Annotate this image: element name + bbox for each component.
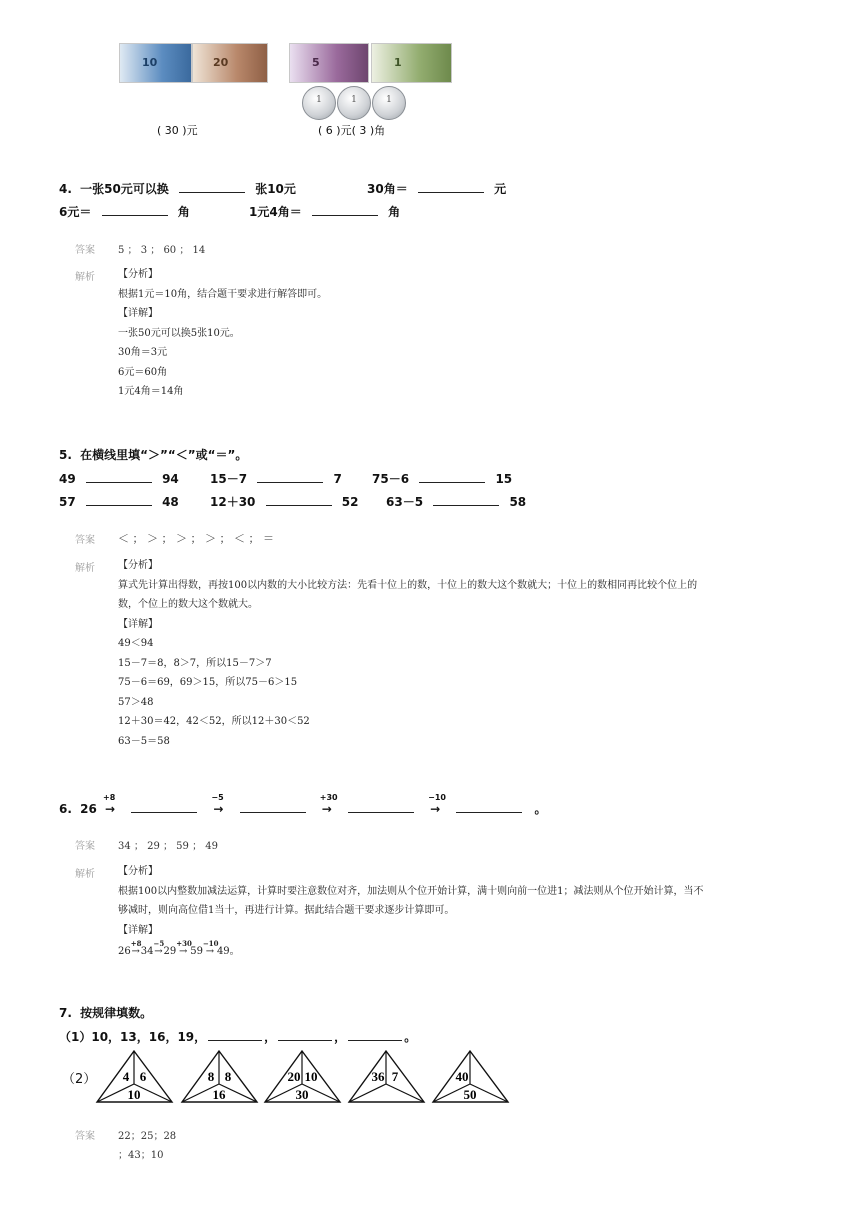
triangle-left-number: 36 bbox=[371, 1069, 385, 1084]
answer-blank[interactable] bbox=[131, 800, 197, 813]
arrow-icon: −5 → bbox=[211, 793, 224, 816]
number-triangle bbox=[433, 1051, 508, 1102]
q6-analysis: 【分析】 根据100以内整数加减法运算，计算时要注意数位对齐，加法则从个位开始计算，满十则向前一位进1；减法则从个位开始计算，当不 够减时，则向高位借1当十，再进行计算。据此结合题干要求逐步计算即可。 【详解】 26 +8 →34 −5 →29 +30 → 59 −10 → 49。 bbox=[118, 862, 703, 962]
number-triangle bbox=[349, 1051, 424, 1102]
q5-row-1-mid: 15－7 7 bbox=[210, 472, 342, 486]
banknote-10-value: 10 bbox=[142, 56, 158, 69]
q7-part-1: （1）10，13，16，19， ， ， 。 bbox=[59, 1030, 417, 1044]
triangle-left-number: 40 bbox=[455, 1069, 469, 1084]
banknote-20-value: 20 bbox=[213, 56, 229, 69]
q6-chain: 26 +8 →34 −5 →29 +30 → 59 −10 → 49。 bbox=[118, 942, 703, 962]
banknote-1-image bbox=[371, 43, 452, 83]
answer-blank[interactable] bbox=[102, 203, 168, 216]
q5-number: 5. bbox=[59, 448, 72, 462]
triangle-left-number: 20 bbox=[287, 1069, 301, 1084]
answer-blank[interactable] bbox=[86, 470, 152, 483]
triangle-bottom-number: 50 bbox=[463, 1087, 477, 1102]
q6-answer: 34 ； 29 ； 59 ； 49 bbox=[118, 841, 218, 852]
coin-image: 1 bbox=[372, 86, 406, 120]
triangle-right-number: 10 bbox=[304, 1069, 318, 1084]
answer-blank[interactable] bbox=[348, 1028, 402, 1041]
answer-blank[interactable] bbox=[418, 180, 484, 193]
answer-blank[interactable] bbox=[419, 470, 485, 483]
triangle-right-number: 6 bbox=[139, 1069, 147, 1084]
q7-part-2-label: （2） bbox=[62, 1072, 97, 1087]
answer-blank[interactable] bbox=[240, 800, 306, 813]
q5-row-1: 49 94 bbox=[59, 472, 179, 486]
q5-row-2-mid: 12＋30 52 bbox=[210, 495, 359, 509]
q4-line-2-right: 1元4角＝ 角 bbox=[249, 205, 401, 219]
banknote-5-image bbox=[289, 43, 369, 83]
answer-blank[interactable] bbox=[266, 493, 332, 506]
q5-answer: ＜ ； ＞ ； ＞ ； ＞ ； ＜ ； ＝ bbox=[118, 532, 274, 545]
analysis-label: 解析 bbox=[75, 272, 95, 283]
q5-row-1-right: 75－6 15 bbox=[372, 472, 513, 486]
answer-blank[interactable] bbox=[348, 800, 414, 813]
q5-row-2: 57 48 bbox=[59, 495, 179, 509]
triangle-left-number: 8 bbox=[207, 1069, 215, 1084]
coin-image: 1 bbox=[337, 86, 371, 120]
arrow-icon: +8 → bbox=[103, 793, 116, 816]
q7-number: 7. bbox=[59, 1006, 72, 1020]
analysis-label: 解析 bbox=[75, 563, 95, 574]
q7-answer-line-1: 22；25；28 bbox=[118, 1131, 177, 1142]
banknote-10-image bbox=[119, 43, 192, 83]
number-triangle bbox=[182, 1051, 257, 1102]
arrow-icon: −10 → bbox=[202, 939, 219, 957]
triangle-bottom-number: 10 bbox=[127, 1087, 141, 1102]
answer-label: 答案 bbox=[75, 1131, 95, 1142]
coin-image: 1 bbox=[302, 86, 336, 120]
answer-blank[interactable] bbox=[257, 470, 323, 483]
q4-number: 4. bbox=[59, 182, 72, 196]
banknote-1-value: 1 bbox=[394, 56, 402, 69]
q5-title: 5. 在横线里填“＞”“＜”或“＝”。 bbox=[59, 448, 248, 462]
banknote-20-image bbox=[192, 43, 268, 83]
answer-label: 答案 bbox=[75, 245, 95, 256]
q7-title: 7. 按规律填数。 bbox=[59, 1006, 153, 1020]
q4-line-2: 6元＝ 角 bbox=[59, 205, 190, 219]
answer-label: 答案 bbox=[75, 535, 95, 546]
triangle-left-number: 4 bbox=[122, 1069, 130, 1084]
money-caption-1: ( 30 )元 bbox=[157, 124, 198, 137]
triangle-figures bbox=[93, 1048, 523, 1108]
triangle-bottom-number: 16 bbox=[212, 1087, 226, 1102]
q7-answer-line-2: ；43；10 bbox=[118, 1150, 164, 1161]
answer-blank[interactable] bbox=[86, 493, 152, 506]
q4-line-1: 4. 一张50元可以换 张10元 bbox=[59, 182, 296, 196]
answer-blank[interactable] bbox=[456, 800, 522, 813]
arrow-icon: −10 → bbox=[428, 793, 446, 816]
money-caption-2: ( 6 )元( 3 )角 bbox=[318, 124, 386, 137]
q4-line-1-right: 30角＝ 元 bbox=[367, 182, 507, 196]
answer-blank[interactable] bbox=[433, 493, 499, 506]
triangle-divider bbox=[349, 1084, 386, 1102]
q5-row-2-right: 63－5 58 bbox=[386, 495, 527, 509]
number-triangle bbox=[97, 1051, 172, 1102]
answer-label: 答案 bbox=[75, 841, 95, 852]
answer-blank[interactable] bbox=[312, 203, 378, 216]
triangle-divider bbox=[386, 1084, 424, 1102]
triangle-right-number: 7 bbox=[391, 1069, 399, 1084]
arrow-icon: −5 → bbox=[153, 939, 165, 957]
arrow-icon: +30 → bbox=[176, 939, 192, 957]
q4-answer: 5 ； 3 ； 60 ； 14 bbox=[118, 245, 206, 256]
q6-number: 6. bbox=[59, 802, 72, 816]
triangle-bottom-number: 30 bbox=[295, 1087, 309, 1102]
answer-blank[interactable] bbox=[278, 1028, 332, 1041]
answer-blank[interactable] bbox=[179, 180, 245, 193]
q6-line: 6. 26 +8 → −5 → +30 → −10 → 。 bbox=[59, 793, 547, 816]
arrow-icon: +8 → bbox=[130, 939, 142, 957]
number-triangle bbox=[265, 1051, 340, 1102]
q4-analysis: 【分析】 根据1元＝10角，结合题干要求进行解答即可。 【详解】 一张50元可以换5张10元。 30角＝3元 6元＝60角 1元4角＝14角 bbox=[118, 269, 328, 397]
banknote-5-value: 5 bbox=[312, 56, 320, 69]
q5-analysis: 【分析】 算式先计算出得数，再按100以内数的大小比较方法：先看十位上的数，十位上的数大这个数就大；十位上的数相同再比较个位上的 数，个位上的数大这个数就大。 【详解】 49＜94 15－7＝8，8＞7，所以15－7＞7 75－6＝69，69＞15，所以75－6＞15 57＞48 12＋30＝42，42＜52，所以12＋30＜52 63－5＝58 bbox=[118, 560, 698, 747]
triangle-right-number: 8 bbox=[224, 1069, 232, 1084]
answer-blank[interactable] bbox=[208, 1028, 262, 1041]
analysis-label: 解析 bbox=[75, 869, 95, 880]
arrow-icon: +30 → bbox=[319, 793, 338, 816]
